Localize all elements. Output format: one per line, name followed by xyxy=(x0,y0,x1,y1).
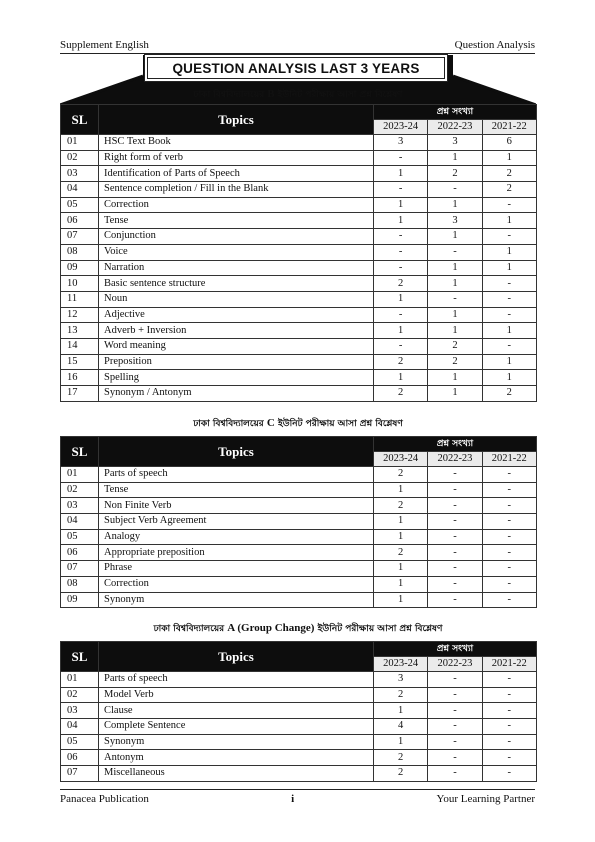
section-a-table xyxy=(60,641,537,782)
row-topic: Preposition xyxy=(99,354,374,370)
section-b-heading xyxy=(60,88,536,101)
header-book-title: Supplement English xyxy=(60,39,149,51)
row-count-2023-24: 1 xyxy=(374,291,428,307)
row-topic: Identification of Parts of Speech xyxy=(99,166,374,182)
section-c-heading-suffix: ইউনিট পরীক্ষায় আসা প্রশ্ন বিশ্লেষণ xyxy=(274,419,403,429)
row-topic: Clause xyxy=(99,703,374,719)
table-row xyxy=(61,687,537,703)
col-header-year: 2021-22 xyxy=(482,657,536,672)
row-count-2022-23: 1 xyxy=(428,197,482,213)
row-sl: 04 xyxy=(61,182,99,198)
row-sl: 06 xyxy=(61,545,99,561)
row-topic: HSC Text Book xyxy=(99,135,374,151)
row-sl: 03 xyxy=(61,166,99,182)
row-count-2021-22: - xyxy=(482,703,536,719)
row-count-2021-22: - xyxy=(482,592,536,608)
row-count-2021-22: - xyxy=(482,307,536,323)
row-count-2023-24: - xyxy=(374,338,428,354)
row-count-2021-22: - xyxy=(482,576,536,592)
section-c-table xyxy=(60,436,537,608)
row-topic: Conjunction xyxy=(99,229,374,245)
row-count-2022-23: - xyxy=(428,687,482,703)
section-a-heading-suffix: ইউনিট পরীক্ষায় আসা প্রশ্ন বিশ্লেষণ xyxy=(314,624,443,634)
table-row xyxy=(61,561,537,577)
row-count-2023-24: - xyxy=(374,229,428,245)
row-count-2021-22: 1 xyxy=(482,213,536,229)
row-sl: 11 xyxy=(61,291,99,307)
section-b-heading-prefix: ঢাকা বিশ্ববিদ্যালয়ের xyxy=(193,90,268,100)
table-row xyxy=(61,197,537,213)
row-count-2022-23: 1 xyxy=(428,386,482,402)
row-sl: 14 xyxy=(61,338,99,354)
table-row xyxy=(61,576,537,592)
col-header-year: 2021-22 xyxy=(482,452,536,467)
row-count-2023-24: 2 xyxy=(374,386,428,402)
row-count-2021-22: 6 xyxy=(482,135,536,151)
row-sl: 02 xyxy=(61,482,99,498)
row-topic: Correction xyxy=(99,576,374,592)
row-count-2023-24: 1 xyxy=(374,323,428,339)
row-count-2023-24: 3 xyxy=(374,672,428,688)
col-header-sl: SL xyxy=(61,642,99,672)
row-sl: 02 xyxy=(61,687,99,703)
section-b-heading-suffix: ইউনিট পরীক্ষায় আসা প্রশ্ন বিশ্লেষণ xyxy=(274,90,403,100)
header-section-title: Question Analysis xyxy=(454,39,535,51)
row-count-2021-22: - xyxy=(482,750,536,766)
row-count-2021-22: 2 xyxy=(482,166,536,182)
row-sl: 05 xyxy=(61,197,99,213)
row-count-2023-24: 1 xyxy=(374,529,428,545)
row-topic: Subject Verb Agreement xyxy=(99,514,374,530)
table-row xyxy=(61,291,537,307)
footer-publisher: Panacea Publication xyxy=(60,793,149,805)
row-count-2022-23: - xyxy=(428,291,482,307)
table-row xyxy=(61,514,537,530)
row-count-2021-22: 1 xyxy=(482,370,536,386)
table-row xyxy=(61,213,537,229)
table-row xyxy=(61,244,537,260)
row-sl: 01 xyxy=(61,672,99,688)
row-count-2023-24: 3 xyxy=(374,135,428,151)
row-count-2022-23: 1 xyxy=(428,276,482,292)
row-count-2022-23: - xyxy=(428,703,482,719)
running-header xyxy=(60,38,535,52)
col-header-year: 2022-23 xyxy=(428,120,482,135)
row-count-2023-24: 1 xyxy=(374,213,428,229)
row-sl: 08 xyxy=(61,244,99,260)
row-count-2022-23: - xyxy=(428,561,482,577)
table-row xyxy=(61,592,537,608)
col-header-question-count: প্রশ্ন সংখ্যা xyxy=(374,642,537,657)
table-row xyxy=(61,182,537,198)
table-row xyxy=(61,338,537,354)
row-topic: Right form of verb xyxy=(99,150,374,166)
row-count-2021-22: 1 xyxy=(482,354,536,370)
row-count-2023-24: 1 xyxy=(374,734,428,750)
col-header-year: 2023-24 xyxy=(374,120,428,135)
table-row xyxy=(61,370,537,386)
row-topic: Spelling xyxy=(99,370,374,386)
row-count-2023-24: 1 xyxy=(374,166,428,182)
row-count-2023-24: 4 xyxy=(374,719,428,735)
row-count-2022-23: 1 xyxy=(428,229,482,245)
row-topic: Analogy xyxy=(99,529,374,545)
row-count-2022-23: - xyxy=(428,514,482,530)
row-count-2021-22: 1 xyxy=(482,260,536,276)
row-count-2023-24: 2 xyxy=(374,687,428,703)
row-count-2022-23: - xyxy=(428,498,482,514)
row-count-2022-23: 3 xyxy=(428,135,482,151)
row-topic: Antonym xyxy=(99,750,374,766)
row-count-2022-23: 1 xyxy=(428,370,482,386)
row-sl: 07 xyxy=(61,561,99,577)
col-header-sl: SL xyxy=(61,437,99,467)
row-sl: 02 xyxy=(61,150,99,166)
row-sl: 04 xyxy=(61,514,99,530)
row-sl: 16 xyxy=(61,370,99,386)
row-count-2023-24: 1 xyxy=(374,197,428,213)
row-sl: 05 xyxy=(61,734,99,750)
row-count-2021-22: - xyxy=(482,766,536,782)
table-row xyxy=(61,386,537,402)
table-row xyxy=(61,545,537,561)
table-row xyxy=(61,766,537,782)
col-header-topics: Topics xyxy=(99,437,374,467)
row-count-2022-23: 2 xyxy=(428,166,482,182)
row-count-2021-22: 1 xyxy=(482,244,536,260)
row-topic: Adverb + Inversion xyxy=(99,323,374,339)
row-count-2023-24: 2 xyxy=(374,354,428,370)
row-count-2022-23: 1 xyxy=(428,150,482,166)
row-count-2021-22: - xyxy=(482,498,536,514)
row-count-2021-22: 2 xyxy=(482,182,536,198)
col-header-year: 2023-24 xyxy=(374,657,428,672)
col-header-year: 2023-24 xyxy=(374,452,428,467)
row-topic: Voice xyxy=(99,244,374,260)
section-b-heading-unit: B xyxy=(267,88,275,100)
row-count-2021-22: - xyxy=(482,197,536,213)
row-count-2023-24: 2 xyxy=(374,498,428,514)
row-sl: 07 xyxy=(61,229,99,245)
row-count-2021-22: - xyxy=(482,338,536,354)
row-count-2023-24: - xyxy=(374,260,428,276)
row-sl: 09 xyxy=(61,592,99,608)
table-row xyxy=(61,734,537,750)
row-count-2022-23: 3 xyxy=(428,213,482,229)
row-count-2022-23: - xyxy=(428,545,482,561)
row-count-2022-23: - xyxy=(428,467,482,483)
row-count-2021-22: - xyxy=(482,687,536,703)
row-sl: 12 xyxy=(61,307,99,323)
row-count-2022-23: - xyxy=(428,719,482,735)
row-count-2021-22: - xyxy=(482,229,536,245)
row-topic: Non Finite Verb xyxy=(99,498,374,514)
row-count-2021-22: - xyxy=(482,514,536,530)
row-topic: Word meaning xyxy=(99,338,374,354)
row-count-2022-23: 2 xyxy=(428,354,482,370)
row-topic: Synonym xyxy=(99,592,374,608)
table-row xyxy=(61,703,537,719)
row-count-2021-22: - xyxy=(482,561,536,577)
row-topic: Model Verb xyxy=(99,687,374,703)
row-topic: Complete Sentence xyxy=(99,719,374,735)
table-row xyxy=(61,498,537,514)
row-topic: Correction xyxy=(99,197,374,213)
col-header-year: 2021-22 xyxy=(482,120,536,135)
row-count-2021-22: - xyxy=(482,467,536,483)
col-header-sl: SL xyxy=(61,105,99,135)
row-count-2023-24: 2 xyxy=(374,750,428,766)
row-count-2023-24: - xyxy=(374,307,428,323)
section-a-heading-unit: A (Group Change) xyxy=(227,622,315,634)
footer-tagline: Your Learning Partner xyxy=(436,793,535,805)
table-row xyxy=(61,672,537,688)
row-topic: Tense xyxy=(99,213,374,229)
section-c-heading-prefix: ঢাকা বিশ্ববিদ্যালয়ের xyxy=(193,419,267,429)
row-sl: 17 xyxy=(61,386,99,402)
row-count-2023-24: 2 xyxy=(374,276,428,292)
row-sl: 13 xyxy=(61,323,99,339)
col-header-year: 2022-23 xyxy=(428,452,482,467)
table-row xyxy=(61,467,537,483)
row-topic: Phrase xyxy=(99,561,374,577)
row-count-2023-24: 2 xyxy=(374,467,428,483)
row-count-2022-23: - xyxy=(428,182,482,198)
section-a-heading xyxy=(60,622,536,635)
table-row xyxy=(61,750,537,766)
row-sl: 07 xyxy=(61,766,99,782)
row-count-2021-22: - xyxy=(482,276,536,292)
table-row xyxy=(61,166,537,182)
row-count-2021-22: - xyxy=(482,529,536,545)
row-topic: Appropriate preposition xyxy=(99,545,374,561)
row-count-2022-23: - xyxy=(428,482,482,498)
row-sl: 01 xyxy=(61,467,99,483)
row-topic: Synonym / Antonym xyxy=(99,386,374,402)
table-row xyxy=(61,482,537,498)
row-count-2023-24: - xyxy=(374,244,428,260)
section-a-heading-prefix: ঢাকা বিশ্ববিদ্যালয়ের xyxy=(153,624,228,634)
row-count-2021-22: - xyxy=(482,545,536,561)
row-count-2023-24: 1 xyxy=(374,592,428,608)
row-count-2021-22: 1 xyxy=(482,150,536,166)
row-topic: Basic sentence structure xyxy=(99,276,374,292)
row-count-2022-23: - xyxy=(428,244,482,260)
row-sl: 03 xyxy=(61,703,99,719)
section-b-table xyxy=(60,104,537,402)
page-number: i xyxy=(291,793,295,805)
col-header-question-count: প্রশ্ন সংখ্যা xyxy=(374,105,537,120)
footer-rule xyxy=(60,789,535,790)
row-count-2023-24: 2 xyxy=(374,545,428,561)
row-count-2021-22: - xyxy=(482,482,536,498)
row-topic: Adjective xyxy=(99,307,374,323)
row-count-2021-22: - xyxy=(482,291,536,307)
table-row xyxy=(61,229,537,245)
row-count-2021-22: 1 xyxy=(482,323,536,339)
col-header-question-count: প্রশ্ন সংখ্যা xyxy=(374,437,537,452)
col-header-year: 2022-23 xyxy=(428,657,482,672)
row-count-2022-23: - xyxy=(428,672,482,688)
row-count-2023-24: 1 xyxy=(374,576,428,592)
row-topic: Noun xyxy=(99,291,374,307)
table-row xyxy=(61,135,537,151)
banner-title: QUESTION ANALYSIS LAST 3 YEARS xyxy=(147,57,445,79)
row-sl: 01 xyxy=(61,135,99,151)
row-count-2021-22: - xyxy=(482,719,536,735)
row-topic: Parts of speech xyxy=(99,467,374,483)
table-row xyxy=(61,307,537,323)
table-row xyxy=(61,260,537,276)
row-topic: Narration xyxy=(99,260,374,276)
row-count-2022-23: 2 xyxy=(428,338,482,354)
running-footer xyxy=(60,792,535,806)
table-row xyxy=(61,719,537,735)
row-count-2023-24: 1 xyxy=(374,370,428,386)
row-sl: 04 xyxy=(61,719,99,735)
table-row xyxy=(61,354,537,370)
row-topic: Sentence completion / Fill in the Blank xyxy=(99,182,374,198)
row-sl: 15 xyxy=(61,354,99,370)
row-count-2021-22: - xyxy=(482,734,536,750)
row-topic: Miscellaneous xyxy=(99,766,374,782)
row-count-2023-24: 1 xyxy=(374,514,428,530)
row-topic: Tense xyxy=(99,482,374,498)
row-sl: 10 xyxy=(61,276,99,292)
row-sl: 09 xyxy=(61,260,99,276)
row-count-2023-24: 1 xyxy=(374,561,428,577)
row-count-2022-23: 1 xyxy=(428,323,482,339)
row-topic: Synonym xyxy=(99,734,374,750)
row-sl: 08 xyxy=(61,576,99,592)
row-count-2022-23: - xyxy=(428,766,482,782)
table-row xyxy=(61,150,537,166)
row-count-2023-24: - xyxy=(374,150,428,166)
row-sl: 06 xyxy=(61,750,99,766)
row-topic: Parts of speech xyxy=(99,672,374,688)
row-count-2021-22: 2 xyxy=(482,386,536,402)
section-c-heading xyxy=(60,417,536,430)
row-count-2022-23: - xyxy=(428,576,482,592)
row-count-2022-23: - xyxy=(428,529,482,545)
row-count-2022-23: - xyxy=(428,750,482,766)
row-count-2022-23: 1 xyxy=(428,260,482,276)
row-count-2022-23: 1 xyxy=(428,307,482,323)
col-header-topics: Topics xyxy=(99,105,374,135)
row-count-2022-23: - xyxy=(428,734,482,750)
row-sl: 05 xyxy=(61,529,99,545)
row-sl: 06 xyxy=(61,213,99,229)
row-sl: 03 xyxy=(61,498,99,514)
row-count-2023-24: 2 xyxy=(374,766,428,782)
table-row xyxy=(61,529,537,545)
row-count-2023-24: - xyxy=(374,182,428,198)
row-count-2021-22: - xyxy=(482,672,536,688)
table-row xyxy=(61,276,537,292)
table-row xyxy=(61,323,537,339)
row-count-2022-23: - xyxy=(428,592,482,608)
section-c-heading-unit: C xyxy=(266,417,275,429)
row-count-2023-24: 1 xyxy=(374,482,428,498)
col-header-topics: Topics xyxy=(99,642,374,672)
row-count-2023-24: 1 xyxy=(374,703,428,719)
